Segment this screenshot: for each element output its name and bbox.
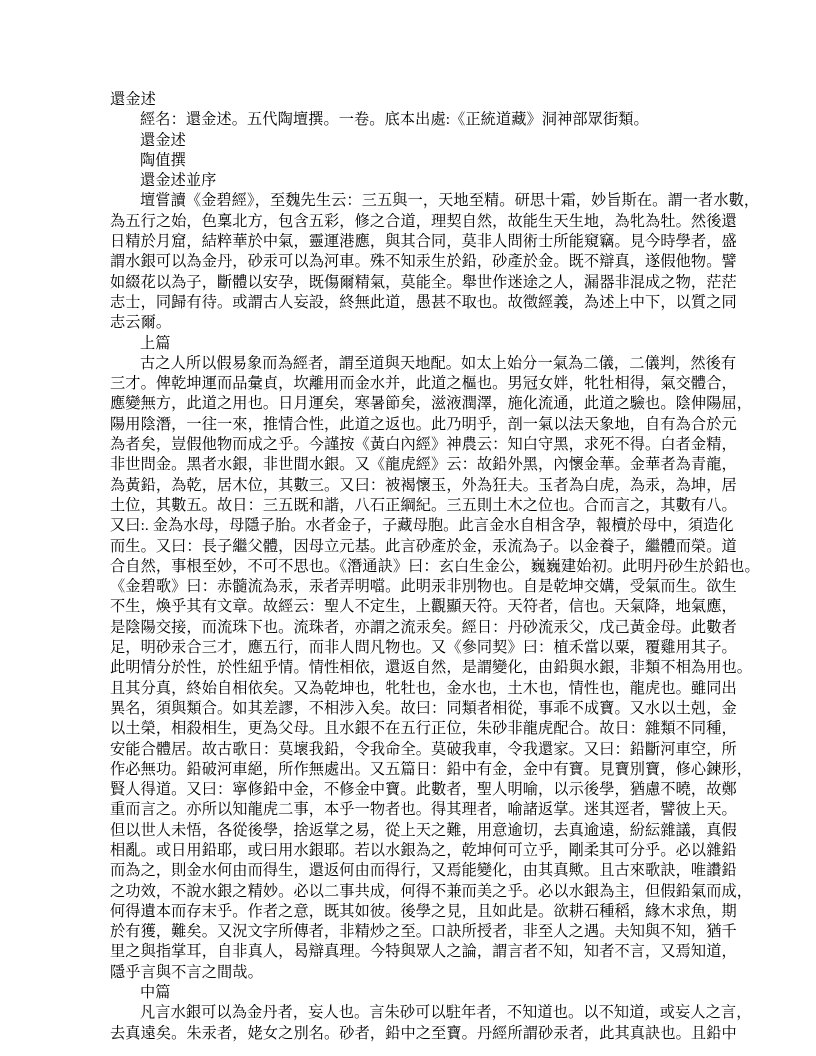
text-line: 合自然，事根至妙，不可不思也。《潛通訣》曰：玄白生金公，巍巍建始初。此明丹砂生於鉛也。 xyxy=(110,557,760,575)
preface-title-line: 還金述並序 xyxy=(140,172,217,190)
text-line: 於有獲，難矣。又況文字所傳者，非精炒之至。口訣所授者，非至人之遇。夫知與不知，猶千 xyxy=(110,923,737,941)
text-line: 凡言水銀可以為金丹者，妄人也。言朱砂可以駐年者，不知道也。以不知道，或妄人之言， xyxy=(140,1004,752,1022)
text-line: 為黃鉛，為乾，居木位，其數三。又曰：被褐懷玉，外為狂夫。玉者為白虎，為汞，為坤，居 xyxy=(110,476,737,494)
text-line: 志云爾。 xyxy=(110,314,172,332)
text-line: 土位，其數五。故日：三五既和諧，八石正綱紀。三五則土木之位也。合而言之，其數有八。 xyxy=(110,496,737,514)
text-line: 日精於月窟，結粹華於中氣，靈運港應，與其合同，莫非人問術士所能窺竊。見今時學者，盛 xyxy=(110,233,737,251)
text-line: 非世問金。黑者水銀，非世間水銀。又《龍虎經》云：故鉛外黑，內懷金華。金華者為青龍， xyxy=(110,456,737,474)
text-line: 為五行之始，色稟北方，包含五彩，修之合道，理契自然，故能生天生地，為牝為牡。然後還 xyxy=(110,212,737,230)
text-line: 里之與指掌耳，自非真人，曷辯真理。今特與眾人之論，謂言者不知，知者不言，又焉知道， xyxy=(110,943,737,961)
author-line: 陶值撰 xyxy=(140,151,186,169)
text-line: 何得遺本而存末乎。作者之意，既其如彼。後學之見，且如此是。欲耕石種稻，緣木求魚，期 xyxy=(110,902,737,920)
text-line: 陽用陰潛，一往一來，推情合性，此道之返也。此乃明乎，剖一氣以法天象地，自有為合於元 xyxy=(110,415,737,433)
document-body xyxy=(110,90,760,1044)
text-line: 隱乎言與不言之間哉。 xyxy=(110,963,263,981)
text-line: 之功效，不說水銀之精妙。必以二事共成，何得不兼而美之乎。必以水銀為主，但假鉛氣而成， xyxy=(110,882,753,900)
text-line: 不生，煥乎其有文章。故經云：聖人不定生，上觀顯天符。天符者，信也。天氣降，地氣應， xyxy=(110,598,737,616)
text-line: 但以世人未悟，各從後學，捨返掌之易，從上天之難，用意逾切，去真逾遠，紛紜雜議，真假 xyxy=(110,821,737,839)
text-line: 壇嘗讀《金碧經》，至魏先生云：三五與一，天地至精。研思十霜，妙旨斯在。謂一者水數， xyxy=(140,192,760,210)
text-line: 足，明砂汞合三才，應五行，而非人問凡物也。又《參同契》曰：植禾當以粟，覆雞用其子。 xyxy=(110,639,737,657)
doc-meta-line: 經名：還金述。五代陶壇撰。一卷。底本出處:《正統道藏》洞神部眾街類。 xyxy=(140,111,649,129)
text-line: 為者矣，豈假他物而成之乎。今謹按《黃白內經》神農云：知白守黑，求死不得。白者金精， xyxy=(110,436,737,454)
text-line: 相亂。或日用鉛耶，或曰用水銀耶。若以水銀為之，乾坤何可立乎，剛柔其可分乎。必以雜鉛 xyxy=(110,841,737,859)
text-line: 志士，同歸有待。或謂古人妄設，終無此道，愚甚不取也。故徵經義，為述上中下，以質之同 xyxy=(110,293,737,311)
text-line: 如綴花以為子，斷體以安孕，既傷爾精氣，莫能全。舉世作迷途之人，漏器非混成之物，茫茫 xyxy=(110,273,737,291)
text-line: 安能合體居。故古歌日：莫壞我鉛，令我命全。莫破我車，令我還家。又曰：鉛斷河車空，所 xyxy=(110,740,737,758)
text-line: 而生。又曰：長子繼父體，因母立元基。此言砂產於金，汞流為子。以金養子，繼體而榮。道 xyxy=(110,537,737,555)
text-line: 異名，須與類合。如其差謬，不相涉入矣。故曰：同類者相從，事乖不成寶。又水以土剋，金 xyxy=(110,699,737,717)
section-heading-upper: 上篇 xyxy=(140,334,171,352)
text-line: 賢人得道。又曰：寧修鉛中金，不修金中寶。此數者，聖人明喻，以示後學，猶慮不曉，故鄭 xyxy=(110,781,737,799)
text-line: 重而言之。亦所以知龍虎二事，本乎一物者也。得其理者，喻諸返掌。迷其逕者，譬彼上天。 xyxy=(110,801,737,819)
text-line: 古之人所以假易象而為經者，謂至道與天地配。如太上始分一氣為二儀，二儀判，然後有 xyxy=(140,354,737,372)
text-line: 三才。俾乾坤運而品彙貞，坎離用而金水并，此道之樞也。男冠女姅，牝牡相得，氣交體合， xyxy=(110,375,737,393)
text-line: 又曰:. 金為水母，母隱子胎。水者金子，子藏母胞。此言金水自相含孕，報櫝於母中，須造化 xyxy=(110,517,734,535)
text-line: 《金碧歌》曰：赤髓流為汞，汞者弄明噹。此明汞非別物也。自是乾坤交媾，受氣而生。欲生 xyxy=(110,578,737,596)
section-heading-middle: 中篇 xyxy=(140,984,171,1002)
text-line: 作必無功。鉛破河車絕，所作無處出。又五篇日：鉛中有金，金中有寶。見寶別寶，修心鍊形， xyxy=(110,760,753,778)
text-line: 去真遠矣。朱汞者，姥女之別名。砂者，鉛中之至寶。丹經所謂砂汞者，此其真訣也。且鉛中 xyxy=(110,1024,737,1042)
text-line: 以土榮，相殺相生，更為父母。且水銀不在五行正位，朱砂非龍虎配合。故日：雜類不同種， xyxy=(110,720,737,738)
doc-title-line: 還金述 xyxy=(110,91,156,108)
text-line: 謂水銀可以為金丹，砂汞可以為河車。殊不知汞生於鉛，砂產於金。既不辯真，遂假他物。譬 xyxy=(110,253,737,271)
text-line: 是陰陽交接，而流珠下也。流珠者，亦謂之流汞矣。經日：丹砂流汞父，戊己黃金母。此數者 xyxy=(110,618,737,636)
text-line: 且其分真，終始自相依矣。又為乾坤也，牝牡也，金水也，土木也，情性也，龍虎也。雖同出 xyxy=(110,679,737,697)
text-line: 還金述 xyxy=(140,131,186,149)
text-line: 應變無方，此道之用也。日月運矣，寒暑節矣，滋液潤澤，施化流通，此道之驗也。陰伸陽屈， xyxy=(110,395,753,413)
text-line: 而為之，則金水何由而得生，還返何由而得行，又焉能變化，由其真歟。且古來歌訣，唯讚鉛 xyxy=(110,862,737,880)
text-line: 此明情分於性，於性紐乎情。情性相依，還返自然，是謂變化，由鉛與水銀，非類不相為用也。 xyxy=(110,659,753,677)
